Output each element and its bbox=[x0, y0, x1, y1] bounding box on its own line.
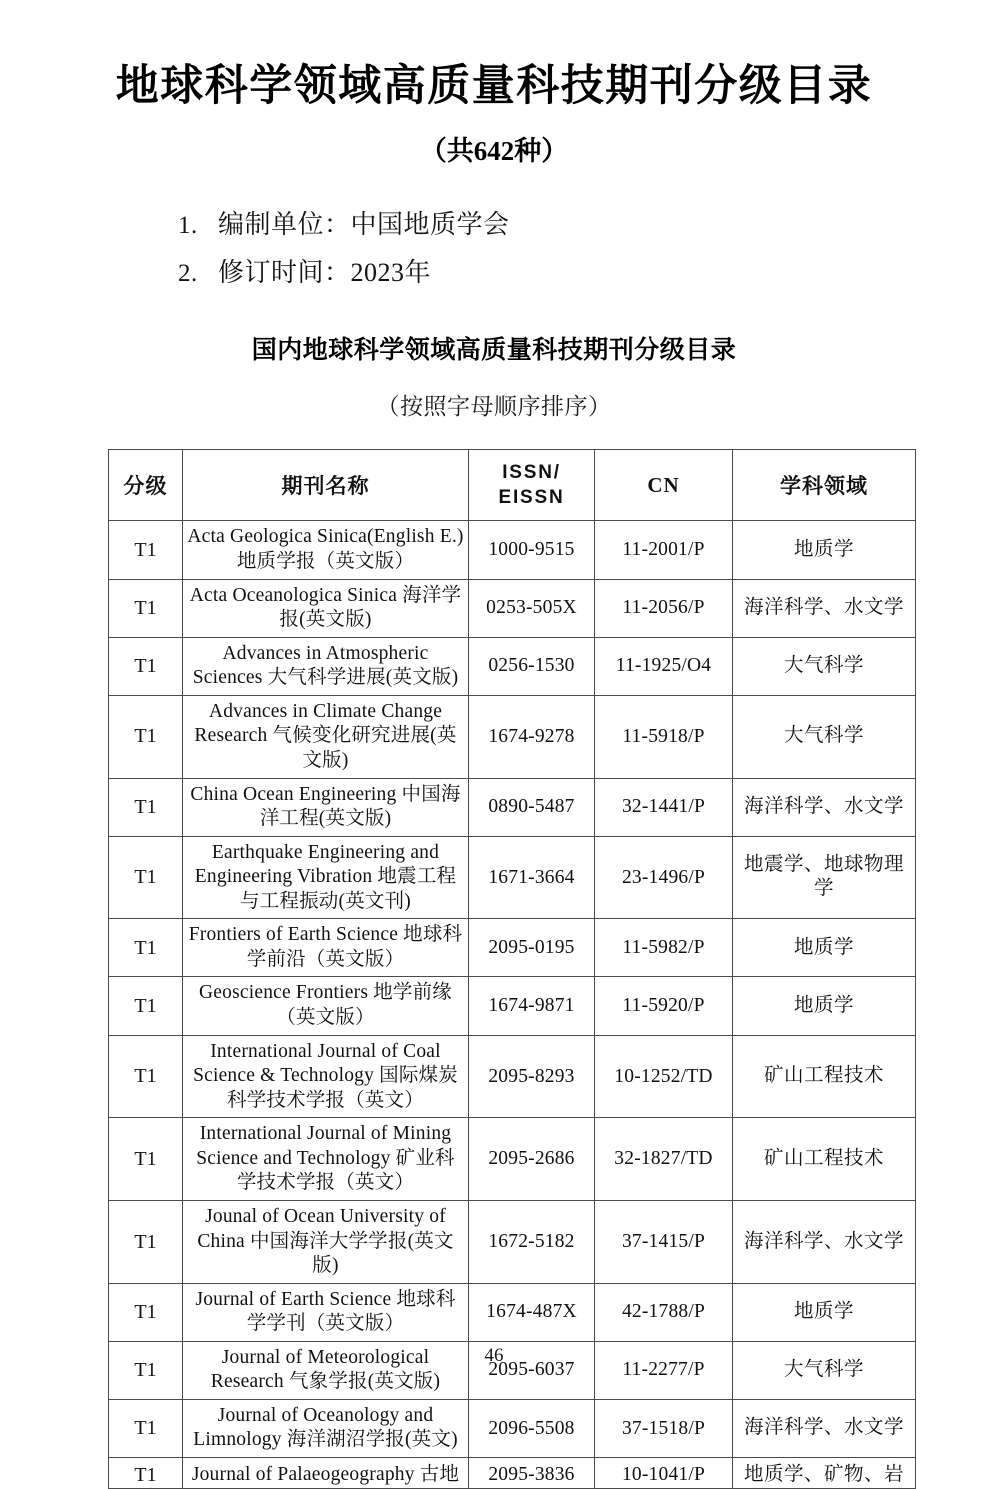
column-header-name: 期刊名称 bbox=[183, 450, 469, 521]
cell-rank: T1 bbox=[109, 1200, 183, 1283]
cell-cn: 11-1925/O4 bbox=[595, 637, 733, 695]
cell-rank: T1 bbox=[109, 579, 183, 637]
meta-item-text: 修订时间：2023年 bbox=[218, 258, 432, 288]
cell-name-text: Journal of Palaeogeography 古地 bbox=[191, 1464, 460, 1485]
cell-cn: 10-1041/P bbox=[595, 1458, 733, 1489]
table-row bbox=[109, 778, 916, 836]
meta-list-item bbox=[0, 212, 988, 238]
column-header-cn: CN bbox=[595, 450, 733, 521]
cell-issn: 2095-3836 bbox=[469, 1458, 595, 1489]
cell-cn: 42-1788/P bbox=[595, 1283, 733, 1341]
cell-issn: 2095-0195 bbox=[469, 919, 595, 977]
cell-issn: 1671-3664 bbox=[469, 836, 595, 919]
page-title: 地球科学领域高质量科技期刊分级目录 bbox=[115, 63, 873, 110]
cell-field: 大气科学 bbox=[733, 637, 916, 695]
cell-field: 海洋科学、水文学 bbox=[733, 778, 916, 836]
cell-name: Advances in Climate Change Research 气候变化研究进展(英文版) bbox=[183, 695, 469, 778]
page-number: 46 bbox=[484, 1345, 504, 1366]
page-subtitle: （共642种） bbox=[419, 136, 569, 167]
cell-issn: 1674-487X bbox=[469, 1283, 595, 1341]
table-row bbox=[109, 695, 916, 778]
table-row bbox=[109, 836, 916, 919]
cell-name: Journal of Oceanology and Limnology 海洋湖沼学报(英文) bbox=[183, 1399, 469, 1457]
table-row bbox=[109, 521, 916, 579]
cell-rank: T1 bbox=[109, 1035, 183, 1118]
cell-issn: 2096-5508 bbox=[469, 1399, 595, 1457]
cell-name: Acta Geologica Sinica(English E.)地质学报（英文版） bbox=[183, 521, 469, 579]
column-header-issn-line1: ISSN/ bbox=[502, 461, 561, 483]
cell-field: 地震学、地球物理学 bbox=[733, 836, 916, 919]
cell-cn: 11-5918/P bbox=[595, 695, 733, 778]
cell-cn: 11-2277/P bbox=[595, 1341, 733, 1399]
journal-table bbox=[108, 449, 916, 1488]
cell-rank: T1 bbox=[109, 1118, 183, 1201]
cell-rank: T1 bbox=[109, 1341, 183, 1399]
cell-cn: 32-1827/TD bbox=[595, 1118, 733, 1201]
cell-name: Acta Oceanologica Sinica 海洋学报(英文版) bbox=[183, 579, 469, 637]
meta-item-text: 编制单位：中国地质学会 bbox=[218, 210, 510, 240]
cell-name: Frontiers of Earth Science 地球科学前沿（英文版） bbox=[183, 919, 469, 977]
cell-field: 海洋科学、水文学 bbox=[733, 1200, 916, 1283]
journal-table-container bbox=[0, 421, 988, 1488]
cell-rank: T1 bbox=[109, 1399, 183, 1457]
meta-list-item bbox=[0, 260, 988, 286]
cell-name: International Journal of Mining Science and Technology 矿业科学技术学报（英文） bbox=[183, 1118, 469, 1201]
cell-field: 矿山工程技术 bbox=[733, 1118, 916, 1201]
table-header-row bbox=[109, 450, 916, 521]
table-row bbox=[109, 637, 916, 695]
cell-issn: 0253-505X bbox=[469, 579, 595, 637]
table-row bbox=[109, 579, 916, 637]
cell-field: 地质学 bbox=[733, 521, 916, 579]
cell-field: 地质学 bbox=[733, 919, 916, 977]
table-row bbox=[109, 1399, 916, 1457]
cell-name: Geoscience Frontiers 地学前缘（英文版） bbox=[183, 977, 469, 1035]
cell-issn: 1674-9871 bbox=[469, 977, 595, 1035]
cell-field: 大气科学 bbox=[733, 1341, 916, 1399]
cell-rank: T1 bbox=[109, 778, 183, 836]
cell-name: Journal of Earth Science 地球科学学刊（英文版） bbox=[183, 1283, 469, 1341]
cell-field: 地质学 bbox=[733, 977, 916, 1035]
table-row bbox=[109, 1458, 916, 1489]
cell-cn: 23-1496/P bbox=[595, 836, 733, 919]
cell-issn: 0256-1530 bbox=[469, 637, 595, 695]
table-header bbox=[109, 450, 916, 521]
cell-cn: 11-2001/P bbox=[595, 521, 733, 579]
table-row bbox=[109, 1035, 916, 1118]
cell-name: International Journal of Coal Science & Technology 国际煤炭科学技术学报（英文） bbox=[183, 1035, 469, 1118]
table-body bbox=[109, 521, 916, 1488]
cell-rank: T1 bbox=[109, 977, 183, 1035]
cell-cn: 11-2056/P bbox=[595, 579, 733, 637]
cell-rank: T1 bbox=[109, 695, 183, 778]
section-heading: 国内地球科学领域高质量科技期刊分级目录 bbox=[251, 337, 737, 365]
cell-rank: T1 bbox=[109, 836, 183, 919]
cell-field-text: 地质学、矿物、岩 bbox=[743, 1464, 904, 1486]
column-header-field: 学科领域 bbox=[733, 450, 916, 521]
cell-cn: 32-1441/P bbox=[595, 778, 733, 836]
cell-field bbox=[733, 1458, 916, 1489]
cell-rank: T1 bbox=[109, 637, 183, 695]
cell-rank: T1 bbox=[109, 1283, 183, 1341]
cell-name: Advances in Atmospheric Sciences 大气科学进展(英文版) bbox=[183, 637, 469, 695]
cell-field: 大气科学 bbox=[733, 695, 916, 778]
cell-issn: 2095-2686 bbox=[469, 1118, 595, 1201]
cell-name: Jounal of Ocean University of China 中国海洋大学学报(英文版) bbox=[183, 1200, 469, 1283]
cell-cn: 37-1518/P bbox=[595, 1399, 733, 1457]
cell-cn: 11-5982/P bbox=[595, 919, 733, 977]
cell-cn: 11-5920/P bbox=[595, 977, 733, 1035]
cell-field: 地质学 bbox=[733, 1283, 916, 1341]
cell-issn: 1672-5182 bbox=[469, 1200, 595, 1283]
column-header-rank: 分级 bbox=[109, 450, 183, 521]
column-header-issn-line2: EISSN bbox=[498, 487, 565, 509]
meta-list bbox=[0, 168, 988, 286]
table-row bbox=[109, 977, 916, 1035]
section-note: （按照字母顺序排序） bbox=[376, 394, 612, 420]
cell-issn: 0890-5487 bbox=[469, 778, 595, 836]
table-row bbox=[109, 919, 916, 977]
column-header-issn bbox=[469, 450, 595, 521]
cell-cn: 10-1252/TD bbox=[595, 1035, 733, 1118]
cell-field: 海洋科学、水文学 bbox=[733, 579, 916, 637]
cell-issn: 2095-6037 bbox=[469, 1341, 595, 1399]
cell-name: Journal of Meteorological Research 气象学报(英文版) bbox=[183, 1341, 469, 1399]
table-row bbox=[109, 1200, 916, 1283]
cell-field: 海洋科学、水文学 bbox=[733, 1399, 916, 1457]
cell-name: Earthquake Engineering and Engineering Vibration 地震工程与工程振动(英文刊) bbox=[183, 836, 469, 919]
cell-issn: 1674-9278 bbox=[469, 695, 595, 778]
cell-name bbox=[183, 1458, 469, 1489]
cell-issn: 1000-9515 bbox=[469, 521, 595, 579]
meta-item-number: 2. bbox=[178, 260, 198, 288]
cell-rank: T1 bbox=[109, 1458, 183, 1489]
meta-item-number: 1. bbox=[178, 212, 198, 240]
cell-issn: 2095-8293 bbox=[469, 1035, 595, 1118]
cell-field: 矿山工程技术 bbox=[733, 1035, 916, 1118]
table-row bbox=[109, 1118, 916, 1201]
cell-cn: 37-1415/P bbox=[595, 1200, 733, 1283]
cell-rank: T1 bbox=[109, 919, 183, 977]
cell-name: China Ocean Engineering 中国海洋工程(英文版) bbox=[183, 778, 469, 836]
table-row bbox=[109, 1283, 916, 1341]
cell-rank: T1 bbox=[109, 521, 183, 579]
